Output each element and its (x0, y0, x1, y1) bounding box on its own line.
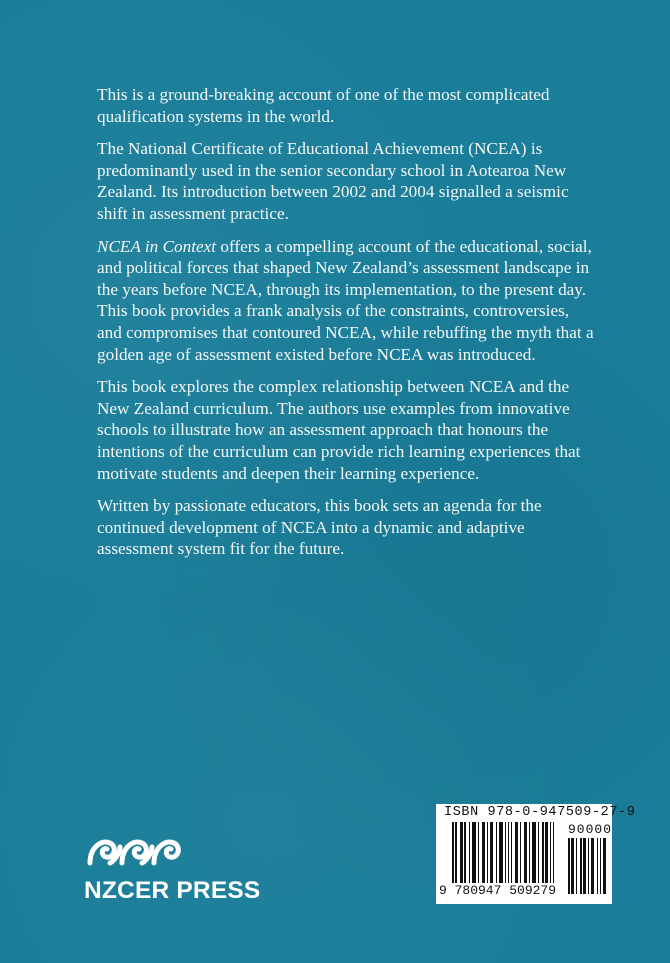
ean-number: 9 780947 509279 (439, 883, 557, 898)
blurb-paragraph-1: This is a ground-breaking account of one of the most complicated qualification systems in the world. (97, 85, 550, 126)
blurb-paragraph-3 (97, 236, 597, 366)
back-cover-blurb (97, 84, 597, 571)
publisher-name: NZCER PRESS (84, 877, 261, 904)
addon-price-code: 90000 (568, 822, 613, 837)
blurb-paragraph-2: The National Certificate of Educational Achievement (NCEA) is predominantly used in the senior secondary school in Aotearoa New Zealand. Its introduction between 2002 and 2004 signalled a seismic shift in assessment practice. (97, 139, 569, 223)
blurb-paragraph-5: Written by passionate educators, this book sets an agenda for the continued development of NCEA into a dynamic and adaptive assessment system fit for the future. (97, 496, 542, 559)
blurb-paragraph-3-text: offers a compelling account of the educational, social, and political forces that shaped New Zealand’s assessment landscape in the years before NCEA, through its implementation, to the present day. This book provides a frank analysis of the constraints, controversies, and compromises that contoured NCEA, while rebuffing the myth that a golden age of assessment existed before NCEA was introduced. (97, 236, 594, 364)
blurb-paragraph-4: This book explores the complex relationship between NCEA and the New Zealand curriculum. The authors use examples from innovative schools to illustrate how an assessment approach that honours the intentions of the curriculum can provide rich learning experiences that motivate students and deepen their learning experience. (97, 377, 581, 483)
isbn-barcode (436, 804, 636, 904)
publisher-logo (84, 833, 261, 904)
triple-spiral-icon (86, 833, 186, 867)
addon-barcode-bars (568, 838, 610, 894)
book-title: NCEA in Context (97, 236, 217, 256)
isbn-label: ISBN 978-0-947509-27-9 (444, 805, 636, 820)
